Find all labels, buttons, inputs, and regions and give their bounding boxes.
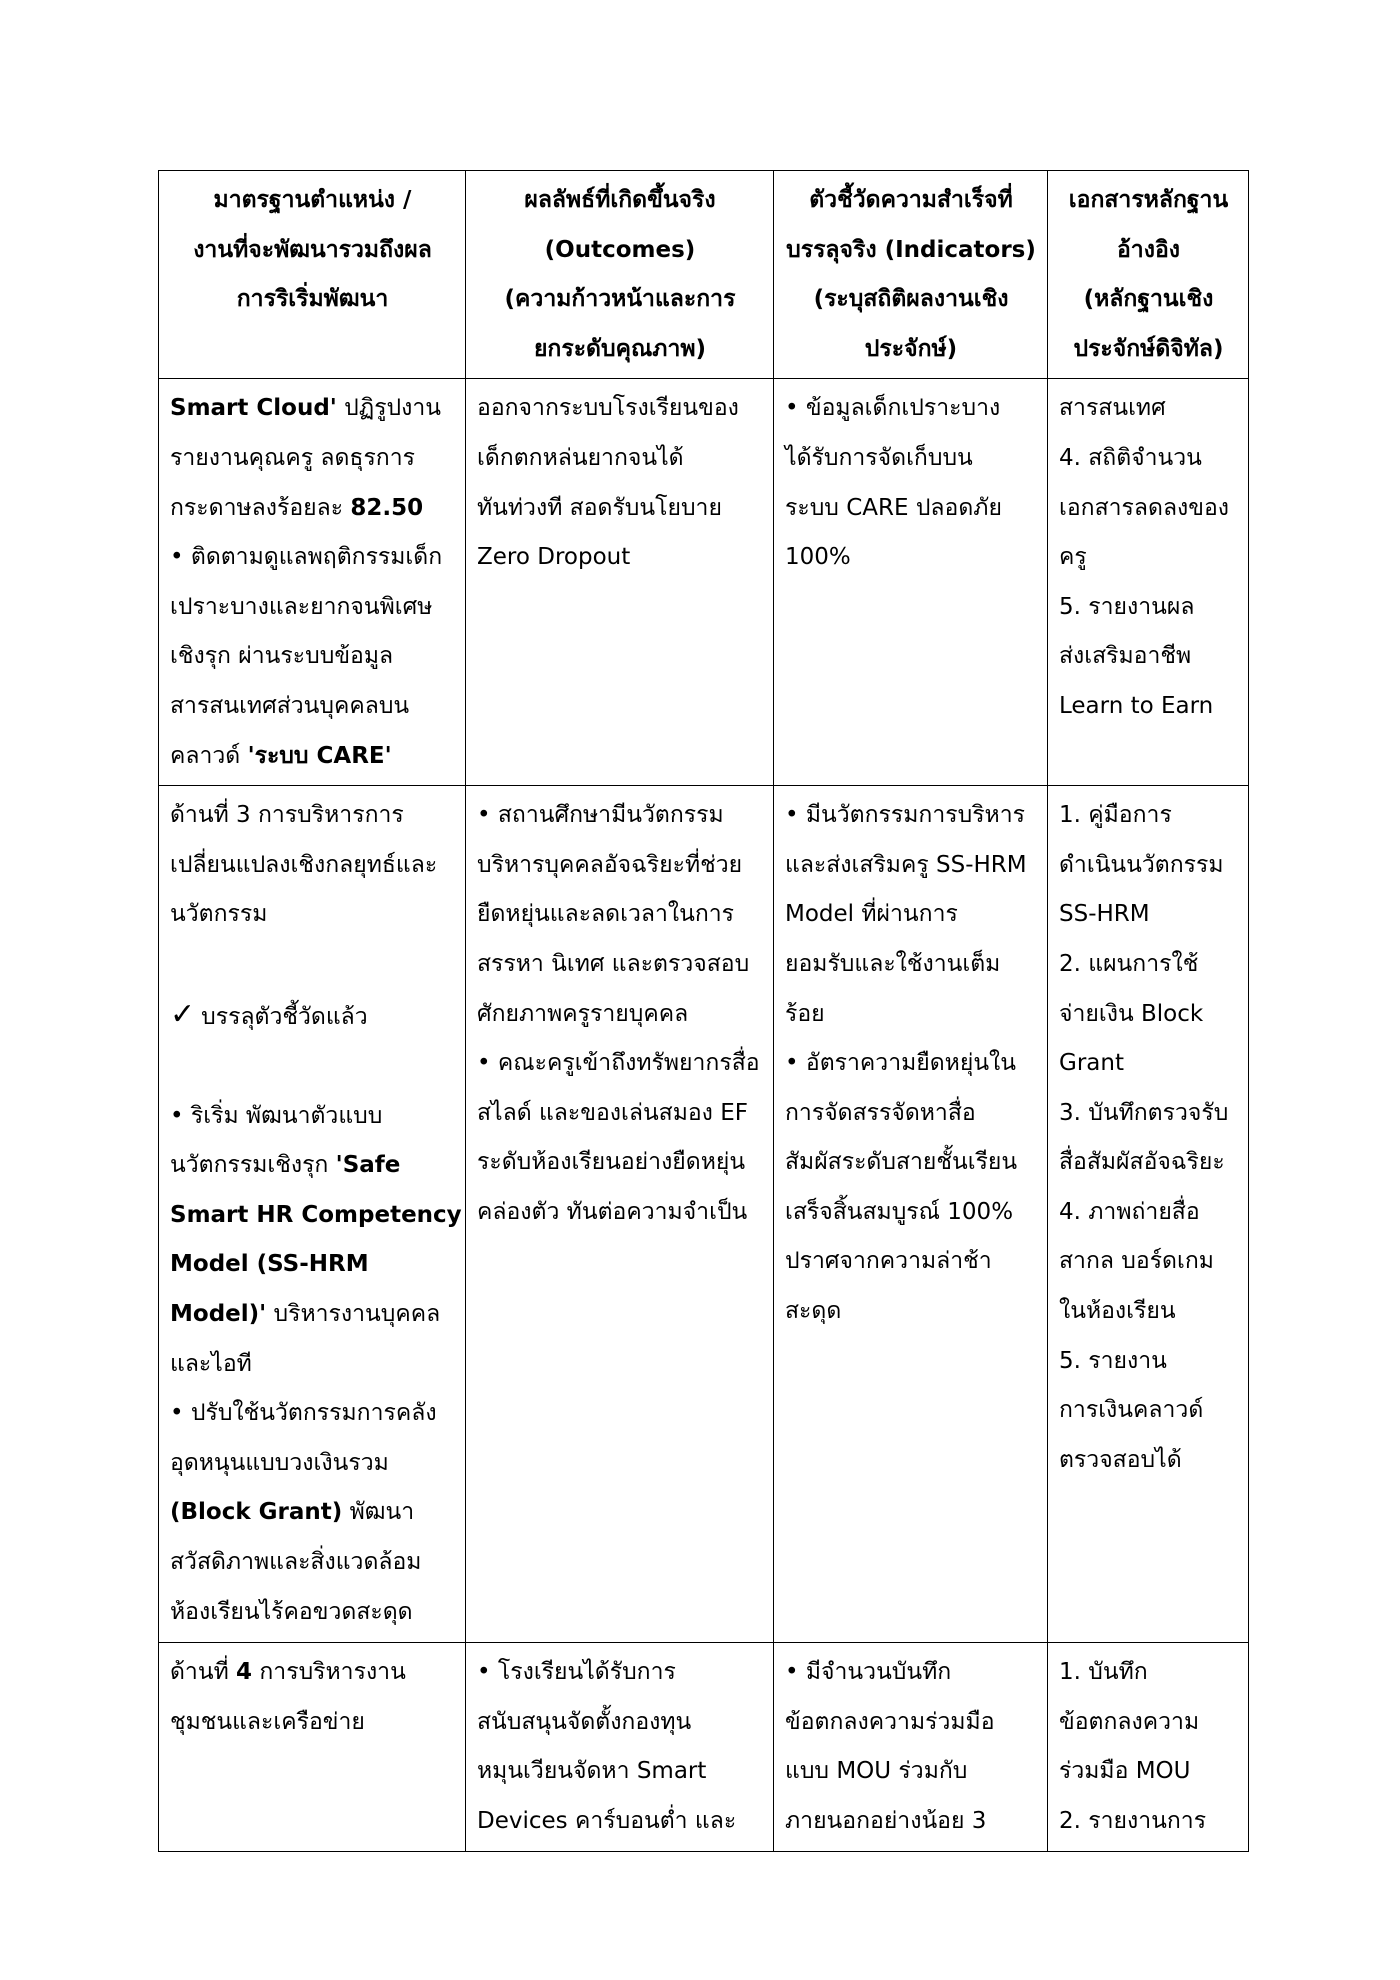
text: คลาวด์ — [170, 742, 248, 769]
text: กระดาษลงร้อยละ — [170, 494, 351, 521]
cell-evidence — [1048, 1643, 1249, 1851]
cell-line: รายงานคุณครู ลดธุรการ — [170, 444, 416, 471]
cell-outcomes — [466, 379, 774, 786]
cell-line: การจัดสรรจัดหาสื่อ — [785, 1099, 976, 1126]
cell-line: สื่อสัมผัสอัจฉริยะ — [1059, 1149, 1225, 1176]
cell-line: Zero Dropout — [477, 544, 631, 571]
cell-line: ยอมรับและใช้งานเต็ม — [785, 950, 1001, 977]
cell-line: ทันท่วงที สอดรับนโยบาย — [477, 494, 722, 521]
cell-standard — [159, 379, 466, 786]
cell-line: • ข้อมูลเด็กเปราะบาง — [785, 395, 1001, 422]
cell-line: อุดหนุนแบบวงเงินรวม — [170, 1449, 389, 1476]
cell-line: หมุนเวียนจัดหา Smart — [477, 1758, 707, 1785]
cell-line: สัมผัสระดับสายชั้นเรียน — [785, 1149, 1018, 1176]
cell-line: Model ที่ผ่านการ — [785, 901, 958, 928]
text: ด้านที่ — [170, 1659, 237, 1686]
bold-text: 4 — [236, 1659, 253, 1686]
cell-line: 4. ภาพถ่ายสื่อ — [1059, 1198, 1200, 1225]
cell-line: สวัสดิภาพและสิ่งแวดล้อม — [170, 1549, 422, 1576]
header-line: เอกสารหลักฐาน — [1068, 187, 1229, 213]
cell-line: 1. คู่มือการ — [1059, 802, 1172, 829]
cell-line: เอกสารลดลงของ — [1059, 494, 1230, 521]
cell-line: คล่องตัว ทันต่อความจำเป็น — [477, 1198, 748, 1225]
cell-line: • มีนวัตกรรมการบริหาร — [785, 802, 1025, 829]
header-line: บรรลุจริง (Indicators) — [786, 236, 1036, 263]
cell-line — [170, 1648, 455, 1698]
cell-line: ข้อตกลงความร่วมมือ — [785, 1708, 995, 1735]
cell-line: และส่งเสริมครู SS-HRM — [785, 851, 1027, 878]
cell-line: ปราศจากความล่าช้า — [785, 1248, 992, 1275]
cell-line: 3. บันทึกตรวจรับ — [1059, 1099, 1229, 1126]
header-line: ประจักษ์ดิจิทัล) — [1073, 335, 1224, 362]
cell-outcomes — [466, 786, 774, 1643]
cell-line: • ปรับใช้นวัตกรรมการคลัง — [170, 1400, 437, 1427]
cell-line: สารสนเทศส่วนบุคคลบน — [170, 692, 410, 719]
cell-line: ชุมชนและเครือข่าย — [170, 1708, 365, 1735]
cell-line: • อัตราความยืดหยุ่นใน — [785, 1050, 1016, 1077]
cell-line — [170, 484, 455, 534]
cell-standard — [159, 1643, 466, 1851]
bold-text: 'Safe — [335, 1152, 401, 1179]
cell-line: สรรหา นิเทศ และตรวจสอบ — [477, 950, 750, 977]
cell-line: แบบ MOU ร่วมกับ — [785, 1758, 968, 1785]
cell-line — [170, 1290, 455, 1340]
cell-line: เปราะบางและยากจนพิเศษ — [170, 593, 433, 620]
cell-line — [170, 1141, 455, 1191]
header-line: การริเริ่มพัฒนา — [236, 286, 389, 313]
cell-line: ร้อย — [785, 1000, 825, 1027]
cell-outcomes — [466, 1643, 774, 1851]
cell-line: นวัตกรรม — [170, 901, 268, 928]
table-row — [159, 1643, 1249, 1851]
cell-line: ข้อตกลงความ — [1059, 1708, 1200, 1735]
cell-line — [170, 1488, 455, 1538]
cell-line: • คณะครูเข้าถึงทรัพยากรสื่อ — [477, 1050, 760, 1077]
cell-line: ร่วมมือ MOU — [1059, 1758, 1191, 1785]
cell-line: ห้องเรียนไร้คอขวดสะดุด — [170, 1598, 413, 1625]
header-line: (หลักฐานเชิง — [1083, 286, 1214, 313]
cell-line: 100% — [785, 544, 851, 571]
cell-line: ครู — [1059, 544, 1087, 571]
bold-text: 82.50 — [350, 494, 424, 521]
cell-line — [170, 384, 455, 434]
header-line: ยกระดับคุณภาพ) — [533, 335, 707, 362]
cell-line: SS-HRM — [1059, 901, 1150, 928]
header-cell-standard — [159, 171, 466, 379]
text: พัฒนา — [342, 1499, 415, 1526]
header-line: งานที่จะพัฒนารวมถึงผล — [193, 236, 432, 263]
cell-line: สไลด์ และของเล่นสมอง EF — [477, 1099, 748, 1126]
cell-indicators — [774, 1643, 1048, 1851]
cell-line: Model (SS-HRM — [170, 1251, 369, 1278]
cell-line: บริหารบุคคลอัจฉริยะที่ช่วย — [477, 851, 743, 878]
cell-line: 4. สถิติจำนวน — [1059, 444, 1202, 471]
cell-line: เด็กตกหล่นยากจนได้ — [477, 444, 684, 471]
text: ปฏิรูปงาน — [336, 395, 442, 422]
header-line: (Outcomes) — [544, 236, 696, 263]
cell-line: ศักยภาพครูรายบุคคล — [477, 1000, 689, 1027]
indicator-table — [158, 170, 1249, 1852]
cell-line: 1. บันทึก — [1059, 1659, 1148, 1686]
cell-line: ภายนอกอย่างน้อย 3 — [785, 1807, 987, 1834]
cell-line: 2. แผนการใช้ — [1059, 950, 1199, 977]
status-text: บรรลุตัวชี้วัดแล้ว — [201, 1003, 368, 1030]
cell-line: • ริเริ่ม พัฒนาตัวแบบ — [170, 1102, 383, 1129]
header-cell-evidence — [1048, 171, 1249, 379]
bold-text: Model)' — [170, 1301, 267, 1328]
cell-evidence — [1048, 786, 1249, 1643]
bold-text: (Block Grant) — [170, 1499, 343, 1526]
table-row — [159, 379, 1249, 786]
header-line: อ้างอิง — [1116, 236, 1180, 263]
cell-line: Learn to Earn — [1059, 692, 1214, 719]
text: บริหารงานบุคคล — [266, 1301, 441, 1328]
cell-line: Devices คาร์บอนต่ำ และ — [477, 1807, 737, 1834]
cell-line: 2. รายงานการ — [1059, 1807, 1207, 1834]
cell-line: ออกจากระบบโรงเรียนของ — [477, 395, 739, 422]
cell-line: ดำเนินนวัตกรรม — [1059, 851, 1224, 878]
cell-line: ระดับห้องเรียนอย่างยืดหยุ่น — [477, 1149, 746, 1176]
cell-line: ด้านที่ 3 การบริหารการ — [170, 802, 404, 829]
header-line: มาตรฐานตำแหน่ง / — [213, 187, 412, 213]
cell-line: ระบบ CARE ปลอดภัย — [785, 494, 1002, 521]
table-header-row — [159, 171, 1249, 379]
cell-line: • มีจำนวนบันทึก — [785, 1659, 952, 1686]
checkmark-icon: ✓ — [170, 996, 196, 1032]
cell-line: ในห้องเรียน — [1059, 1298, 1176, 1325]
bold-text: 'ระบบ CARE' — [247, 742, 392, 769]
cell-line: การเงินคลาวด์ — [1059, 1397, 1204, 1424]
cell-line: • โรงเรียนได้รับการ — [477, 1659, 676, 1686]
header-cell-indicators — [774, 171, 1048, 379]
table-row — [159, 786, 1249, 1643]
cell-line: สนับสนุนจัดตั้งกองทุน — [477, 1708, 692, 1735]
bold-text: Smart Cloud' — [170, 395, 337, 422]
text: นวัตกรรมเชิงรุก — [170, 1152, 336, 1179]
cell-line: ได้รับการจัดเก็บบน — [785, 444, 973, 471]
header-line: (ระบุสถิติผลงานเชิง — [813, 286, 1009, 313]
blank-line — [170, 940, 455, 990]
header-line: (ความก้าวหน้าและการ — [504, 286, 736, 313]
cell-line: จ่ายเงิน Block — [1059, 1000, 1204, 1027]
cell-line: เสร็จสิ้นสมบูรณ์ 100% — [785, 1198, 1014, 1225]
cell-evidence — [1048, 379, 1249, 786]
cell-line: ตรวจสอบได้ — [1059, 1446, 1182, 1473]
header-cell-outcomes — [466, 171, 774, 379]
cell-line: Grant — [1059, 1050, 1124, 1077]
header-line: ผลลัพธ์ที่เกิดขึ้นจริง — [524, 187, 716, 213]
cell-line: และไอที — [170, 1350, 252, 1377]
status-line — [170, 990, 455, 1043]
cell-line: ยืดหยุ่นและลดเวลาในการ — [477, 901, 735, 928]
cell-indicators — [774, 379, 1048, 786]
cell-line: เปลี่ยนแปลงเชิงกลยุทธ์และ — [170, 851, 438, 878]
cell-standard — [159, 786, 466, 1643]
cell-line: • สถานศึกษามีนวัตกรรม — [477, 802, 724, 829]
cell-indicators — [774, 786, 1048, 1643]
cell-line: 5. รายงาน — [1059, 1347, 1167, 1374]
header-line: ตัวชี้วัดความสำเร็จที่ — [809, 187, 1013, 213]
cell-line: Smart HR Competency — [170, 1201, 462, 1228]
cell-line: • ติดตามดูแลพฤติกรรมเด็ก — [170, 544, 443, 571]
blank-line — [170, 1042, 455, 1092]
cell-line — [170, 732, 455, 782]
text: การบริหารงาน — [252, 1659, 406, 1686]
cell-line: สารสนเทศ — [1059, 395, 1166, 422]
header-line: ประจักษ์) — [864, 335, 958, 362]
cell-line: สากล บอร์ดเกม — [1059, 1248, 1214, 1275]
cell-line: เชิงรุก ผ่านระบบข้อมูล — [170, 643, 394, 670]
cell-line: สะดุด — [785, 1298, 842, 1325]
cell-line: ส่งเสริมอาชีพ — [1059, 643, 1192, 670]
cell-line: 5. รายงานผล — [1059, 593, 1195, 620]
